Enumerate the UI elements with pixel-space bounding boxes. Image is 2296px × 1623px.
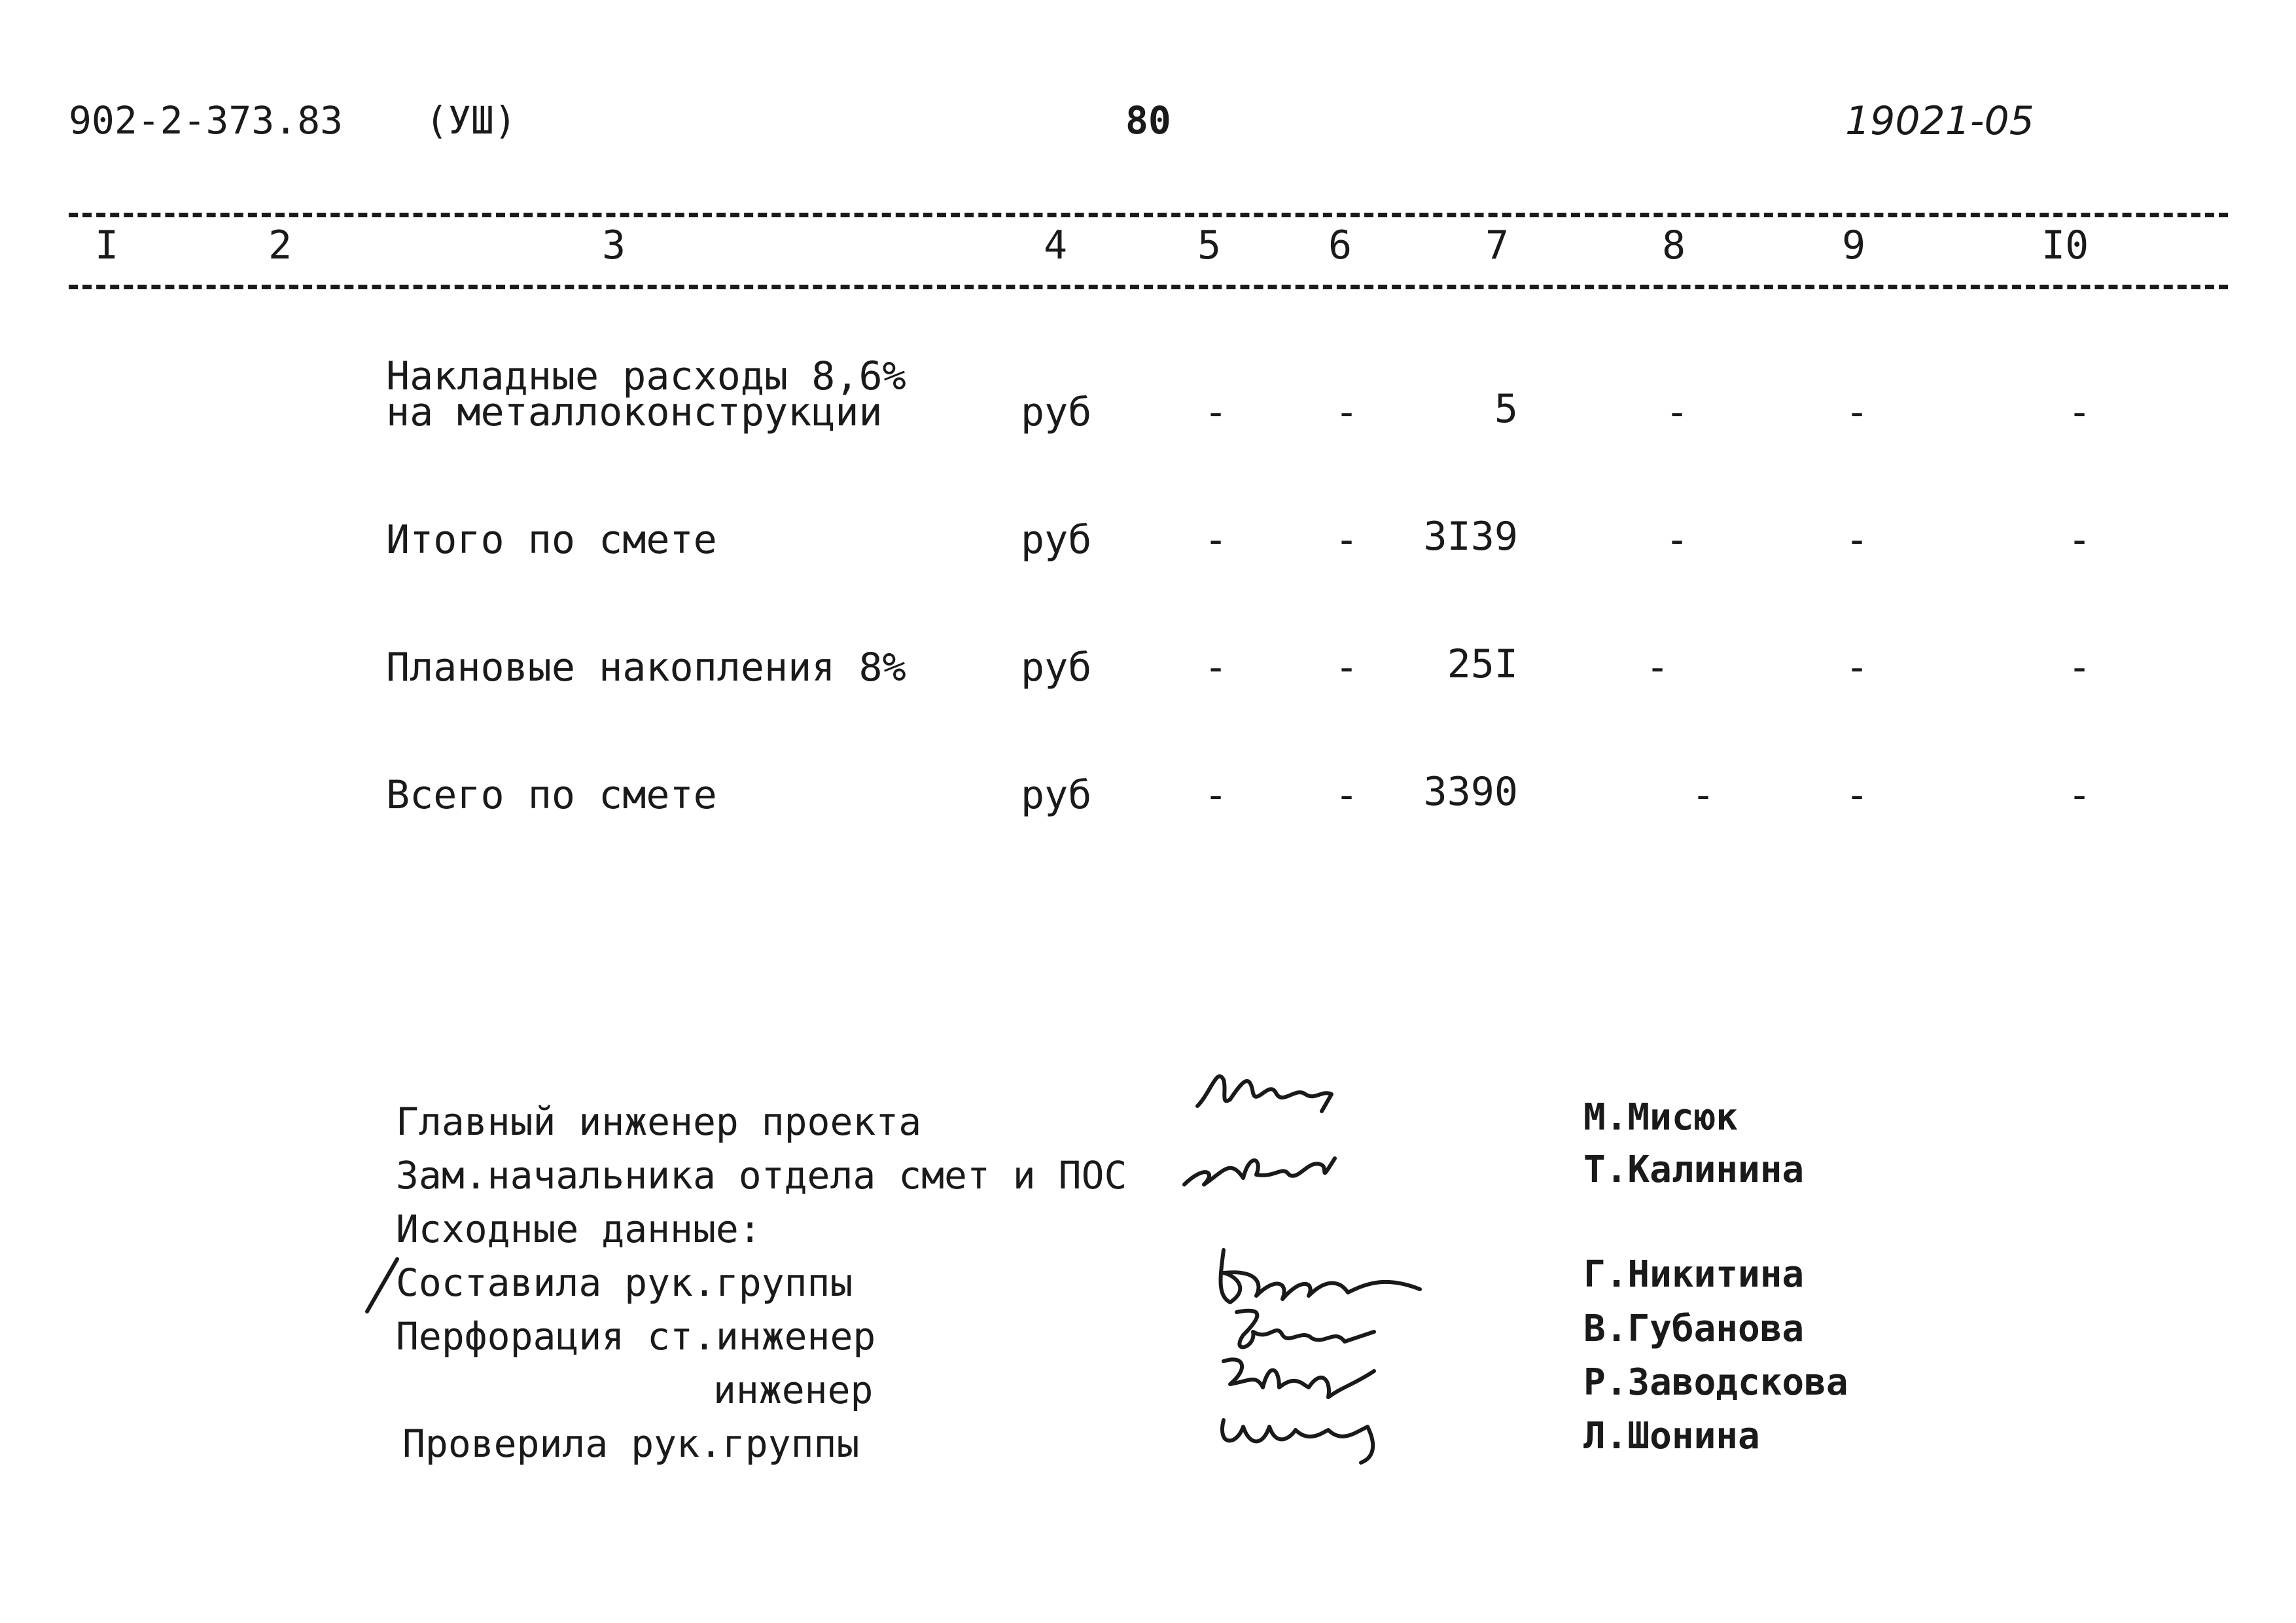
row-col9: -	[1845, 772, 1869, 818]
header-rule-bottom	[69, 285, 2228, 289]
row-unit: руб	[1021, 772, 1092, 818]
document-code: 902-2-373.83	[69, 98, 344, 143]
signature-kalinina	[1178, 1139, 1374, 1191]
row-col5: -	[1204, 517, 1228, 563]
section-label: (УШ)	[425, 98, 517, 143]
row-col7: 3390	[1423, 769, 1518, 815]
signature-shonina	[1210, 1394, 1407, 1466]
page-number: 80	[1125, 98, 1171, 143]
column-header-9: 9	[1842, 223, 1866, 268]
column-header-10: I0	[2041, 223, 2089, 268]
row-item-name: Накладные расходы 8,6%	[386, 353, 906, 399]
column-header-3: 3	[602, 223, 626, 268]
row-col8: -	[1665, 389, 1689, 435]
row-col7: 25I	[1447, 641, 1518, 687]
check-mark-icon	[363, 1257, 402, 1315]
column-header-6: 6	[1328, 223, 1352, 268]
signature-role: инженер	[713, 1368, 874, 1412]
row-col6: -	[1335, 517, 1359, 563]
column-header-8: 8	[1662, 223, 1686, 268]
signature-name: Т.Калинина	[1583, 1149, 1805, 1191]
row-col8: -	[1691, 772, 1716, 818]
signature-name: Г.Никитина	[1583, 1253, 1805, 1296]
row-col9: -	[1845, 645, 1869, 690]
signature-name: Р.Заводскова	[1583, 1361, 1848, 1404]
row-col6: -	[1335, 645, 1359, 690]
signature-name: М.Мисюк	[1583, 1096, 1739, 1139]
signature-role: Исходные данные:	[396, 1207, 762, 1251]
row-col9: -	[1845, 389, 1869, 435]
row-col8: -	[1646, 645, 1670, 690]
column-header-4: 4	[1044, 223, 1068, 268]
row-col10: -	[2068, 645, 2092, 690]
row-item-name: Плановые накопления 8%	[386, 645, 906, 690]
signature-name: Л.Шонина	[1583, 1415, 1760, 1457]
row-item-name: Всего по смете	[386, 772, 717, 818]
row-col9: -	[1845, 517, 1869, 563]
row-unit: руб	[1021, 645, 1092, 690]
column-header-2: 2	[268, 223, 292, 268]
column-header-5: 5	[1197, 223, 1222, 268]
row-unit: руб	[1021, 389, 1092, 435]
row-col5: -	[1204, 389, 1228, 435]
row-col5: -	[1204, 645, 1228, 690]
row-unit: руб	[1021, 517, 1092, 563]
row-col10: -	[2068, 517, 2092, 563]
row-col6: -	[1335, 389, 1359, 435]
signature-role: Перфорация ст.инженер	[396, 1314, 876, 1359]
signature-role: Главный инженер проекта	[396, 1099, 922, 1144]
column-header-1: I	[95, 223, 119, 268]
inventory-number: 19021-05	[1845, 98, 2034, 144]
signature-role: Составила рук.группы	[396, 1260, 853, 1305]
row-col10: -	[2068, 772, 2092, 818]
header-rule-top	[69, 213, 2228, 217]
signature-role: Зам.начальника отдела смет и ПОС	[396, 1153, 1127, 1198]
row-col6: -	[1335, 772, 1359, 818]
row-col10: -	[2068, 389, 2092, 435]
column-header-7: 7	[1485, 223, 1510, 268]
signature-misyuk	[1191, 1054, 1361, 1126]
row-item-name: Итого по смете	[386, 517, 717, 563]
row-col7: 3I39	[1423, 514, 1518, 560]
row-col7: 5	[1494, 386, 1518, 432]
signature-role: Проверила рук.группы	[402, 1421, 860, 1466]
row-col5: -	[1204, 772, 1228, 818]
row-col8: -	[1665, 517, 1689, 563]
row-item-name-cont: на металлоконструкции	[386, 389, 883, 435]
signature-name: В.Губанова	[1583, 1308, 1805, 1350]
